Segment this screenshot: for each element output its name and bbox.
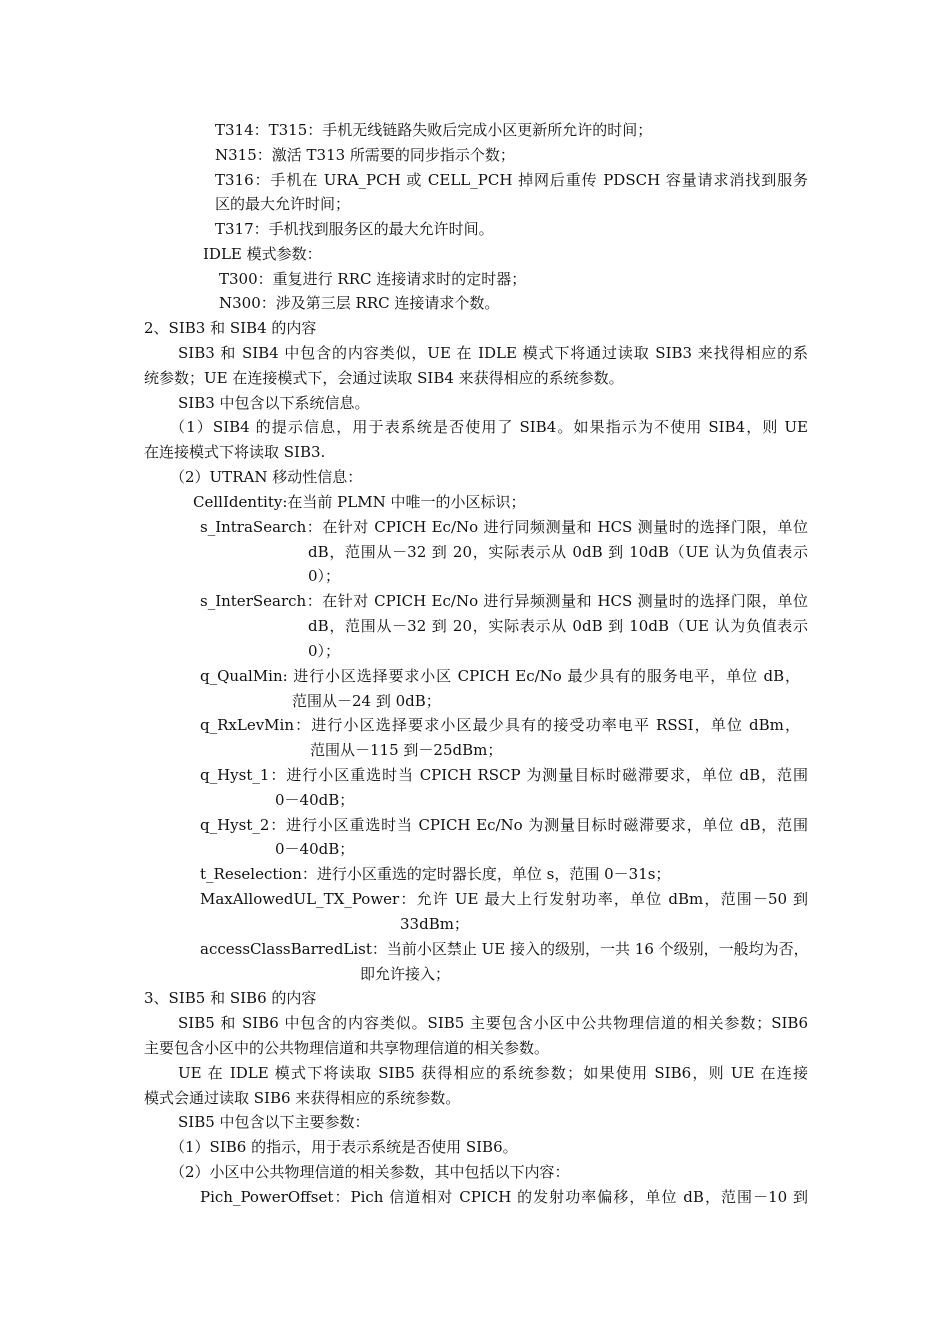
text-line-sib6-indication: （1）SIB6 的指示，用于表示系统是否使用 SIB6。 (170, 1138, 518, 1156)
text-line-q-rxlevmin: q_RxLevMin：进行小区选择要求小区最少具有的接受功率电平 RSSI，单位 dBm， (200, 716, 800, 734)
text-line-sib5-contains: SIB5 中包含以下主要参数： (178, 1113, 370, 1131)
text-line-t316: T316：手机在 URA_PCH 或 CELL_PCH 掉网后重传 PDSCH 容量请求消找到服务 (215, 171, 808, 189)
text-line-q-hyst-2-cont: 0－40dB； (275, 840, 355, 858)
text-line-s-intrasearch: s_IntraSearch：在针对 CPICH Ec/No 进行同频测量和 HCS 测量时的选择门限，单位 (200, 518, 808, 536)
text-line-t300: T300：重复进行 RRC 连接请求时的定时器； (219, 270, 527, 288)
text-line-s-intersearch-cont: dB，范围从－32 到 20，实际表示从 0dB 到 10dB（UE 认为负值表示 (308, 617, 808, 635)
text-line-maxallowedul-tx-power: MaxAllowedUL_TX_Power：允许 UE 最大上行发射功率，单位 dBm，范围－50 到 (200, 890, 808, 908)
text-line-common-physical-channel: （2）小区中公共物理信道的相关参数，其中包括以下内容： (170, 1163, 570, 1181)
text-line-t314-t315: T314：T315：手机无线链路失败后完成小区更新所允许的时间； (215, 121, 653, 139)
text-line-n300: N300：涉及第三层 RRC 连接请求个数。 (219, 294, 500, 312)
text-line-sib5-sib6-intro-cont: 主要包含小区中的公共物理信道和共享物理信道的相关参数。 (144, 1039, 550, 1057)
text-line-q-hyst-1-cont: 0－40dB； (275, 791, 355, 809)
text-line-accessclassbarredlist-cont: 即允许接入； (360, 965, 451, 983)
text-line-s-intersearch: s_InterSearch：在针对 CPICH Ec/No 进行异频测量和 HCS 测量时的选择门限，单位 (200, 592, 808, 610)
text-line-s-intersearch-end: 0）； (308, 642, 341, 660)
section-heading-sib3-sib4: 2、SIB3 和 SIB4 的内容 (144, 319, 317, 337)
text-line-t-reselection: t_Reselection：进行小区重选的定时器长度，单位 s，范围 0－31s； (200, 865, 671, 883)
text-line-s-intrasearch-cont: dB，范围从－32 到 20，实际表示从 0dB 到 10dB（UE 认为负值表示 (308, 543, 808, 561)
text-line-ue-idle-sib5-cont: 模式会通过读取 SIB6 来获得相应的系统参数。 (144, 1089, 461, 1107)
text-line-sib3-sib4-intro-cont: 统参数；UE 在连接模式下，会通过读取 SIB4 来获得相应的系统参数。 (144, 369, 624, 387)
text-line-q-hyst-2: q_Hyst_2：进行小区重选时当 CPICH Ec/No 为测量目标时磁滞要求，单位 dB，范围 (200, 816, 808, 834)
text-line-cellidentity: CellIdentity:在当前 PLMN 中唯一的小区标识； (193, 493, 526, 511)
text-line-q-hyst-1: q_Hyst_1：进行小区重选时当 CPICH RSCP 为测量目标时磁滞要求，单位 dB，范围 (200, 766, 808, 784)
text-line-t316-cont: 区的最大允许时间； (215, 195, 351, 213)
text-line-sib3-sib4-intro: SIB3 和 SIB4 中包含的内容类似，UE 在 IDLE 模式下将通过读取 SIB3 来找得相应的系 (178, 344, 808, 362)
text-line-t317: T317：手机找到服务区的最大允许时间。 (215, 220, 494, 238)
text-line-s-intrasearch-end: 0）； (308, 567, 341, 585)
text-line-q-qualmin: q_QualMin: 进行小区选择要求小区 CPICH Ec/No 最少具有的服务电平，单位 dB， (200, 667, 800, 685)
text-line-q-rxlevmin-cont: 范围从－115 到－25dBm； (310, 741, 503, 759)
text-line-pich-poweroffset: Pich_PowerOffset：Pich 信道相对 CPICH 的发射功率偏移，单位 dB，范围－10 到 (200, 1188, 808, 1206)
text-line-sib4-hint: （1）SIB4 的提示信息，用于表系统是否使用了 SIB4。如果指示为不使用 SIB4，则 UE (170, 418, 808, 436)
text-line-q-qualmin-cont: 范围从－24 到 0dB； (292, 692, 441, 710)
text-line-sib4-hint-cont: 在连接模式下将读取 SIB3. (144, 443, 326, 461)
text-line-maxallowedul-tx-power-cont: 33dBm； (400, 915, 469, 933)
text-line-n315: N315：激活 T313 所需要的同步指示个数； (215, 146, 515, 164)
text-line-sib5-sib6-intro: SIB5 和 SIB6 中包含的内容类似。SIB5 主要包含小区中公共物理信道的相关参数；SIB6 (178, 1014, 808, 1032)
text-line-accessclassbarredlist: accessClassBarredList：当前小区禁止 UE 接入的级别，一共 16 个级别，一般均为否， (200, 940, 809, 958)
text-line-sib3-contains: SIB3 中包含以下系统信息。 (178, 394, 370, 412)
text-line-utran-mobility: （2）UTRAN 移动性信息： (170, 468, 363, 486)
section-heading-sib5-sib6: 3、SIB5 和 SIB6 的内容 (144, 989, 317, 1007)
text-line-ue-idle-sib5: UE 在 IDLE 模式下将读取 SIB5 获得相应的系统参数；如果使用 SIB6，则 UE 在连接 (178, 1064, 808, 1082)
text-line-idle-params: IDLE 模式参数： (203, 245, 322, 263)
